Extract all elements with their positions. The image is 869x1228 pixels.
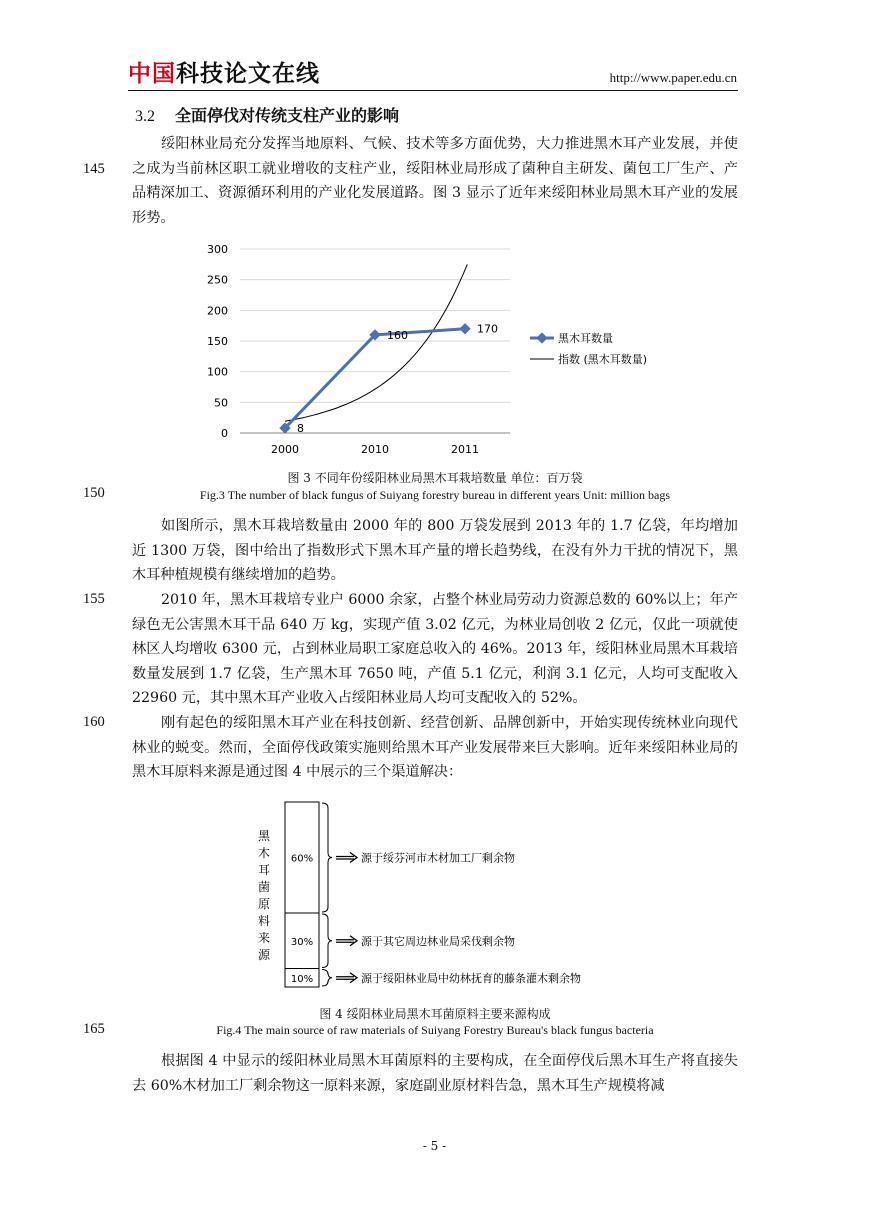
- paragraph-2: 如图所示，黑木耳栽培数量由 2000 年的 800 万袋发展到 2013 年的 1.7 亿袋，年均增加近 1300 万袋，图中给出了指数形式下黑木耳产量的增长趋势线，在没有外力干扰的情况下，黑木耳种植规模有继续增加的趋势。: [132, 518, 738, 584]
- data-label: 160: [387, 328, 408, 342]
- logo-red-text: 中国: [128, 61, 176, 87]
- fig4-caption-cn: 图 4 绥阳林业局黑木耳菌原料主要来源构成: [319, 1007, 551, 1021]
- y-tick-label: 150: [207, 335, 228, 348]
- fig4-vertical-label: 黑木耳菌原料来源: [257, 829, 271, 962]
- source-label: 源于绥阳林业局中幼林抚育的藤条灌木剩余物: [361, 971, 581, 985]
- y-tick-label: 200: [207, 304, 228, 318]
- legend-trend-label: 指数 (黑木耳数量): [558, 353, 648, 366]
- section-title: 全面停伐对传统支柱产业的影响: [175, 106, 400, 125]
- series-markers: [279, 323, 470, 434]
- header-divider: [128, 90, 738, 91]
- paragraph-5: 根据图 4 中显示的绥阳林业局黑木耳菌原料的主要构成，在全面停伐后黑木耳生产将直接失去 60%木材加工厂剩余物这一原料来源，家庭副业原材料告急，黑木耳生产规模将减: [132, 1053, 738, 1094]
- segment-percent: 10%: [290, 973, 314, 985]
- chart-legend: [530, 331, 647, 366]
- paragraph-1: 绥阳林业局充分发挥当地原料、气候、技术等多方面优势，大力推进黑木耳产业发展，并使之成为当前林区职工就业增收的支柱产业，绥阳林业局形成了菌种自主研发、菌包工厂生产、产品精深加工、资源循环利用的产业化发展道路。图 3 显示了近年来绥阳林业局黑木耳产业的发展形势。: [132, 136, 738, 226]
- y-tick-label: 50: [214, 396, 228, 410]
- y-tick-label: 250: [207, 273, 228, 287]
- data-label: 170: [477, 322, 498, 336]
- section-heading: [135, 103, 399, 126]
- data-point: [459, 323, 470, 334]
- segment-percent: 60%: [290, 853, 314, 865]
- fig3-caption-cn: 图 3 不同年份绥阳林业局黑木耳栽培数量 单位：百万袋: [287, 471, 583, 485]
- series-line-heimuer: [285, 329, 465, 428]
- line-number-155: 155: [83, 591, 105, 607]
- line-number-160: 160: [83, 714, 105, 730]
- x-tick-label: 2010: [361, 443, 389, 456]
- legend-series-label: 黑木耳数量: [558, 332, 613, 345]
- chart-gridlines: [240, 249, 510, 436]
- paragraph-4: 刚有起色的绥阳黑木耳产业在科技创新、经营创新、品牌创新中，开始实现传统林业向现代林业的蜕变。然而，全面停伐政策实施则给黑木耳产业发展带来巨大影响。近年来绥阳林业局的黑木耳原料来源是通过图 4 中展示的三个渠道解决：: [132, 715, 738, 781]
- chart-y-ticks: [207, 243, 228, 440]
- source-label: 源于绥芬河市木材加工厂剩余物: [361, 851, 515, 865]
- page-number: - 5 -: [422, 1139, 447, 1153]
- fig4-braces: [322, 803, 332, 986]
- source-label: 源于其它周边林业局采伐剩余物: [361, 934, 515, 948]
- segment-percent: 30%: [290, 936, 314, 948]
- brace: [322, 803, 332, 912]
- fig4-source-labels: [361, 851, 581, 985]
- paragraph-3: 2010 年，黑木耳栽培专业户 6000 余家，占整个林业局劳动力资源总数的 60%以上；年产绿色无公害黑木耳干品 640 万 kg，实现产值 3.02 亿元，为林业局创收 2 亿元，仅此一项就使林区人均增收 6300 元，占到林业局职工家庭总收入的 46%。2013 年，绥阳林业局黑木耳栽培数量发展到 1.7 亿袋，生产黑木耳 7650 吨，产值 5.1 亿元，利润 3.1 亿元，人均可支配收入 22960 元，其中黑木耳产业收入占绥阳林业局人均可支配收入的 52%。: [132, 592, 738, 707]
- fig4-caption-en: Fig.4 The main source of raw materials of Suiyang Forestry Bureau's black fungus bacteria: [216, 1023, 654, 1037]
- section-number: 3.2: [135, 108, 155, 125]
- fig4-arrows: [336, 853, 357, 983]
- arrow-head: [350, 853, 357, 863]
- line-number-165: 165: [83, 1021, 105, 1037]
- header-url[interactable]: http://www.paper.edu.cn: [609, 70, 737, 85]
- data-labels: [297, 323, 498, 435]
- arrow-head: [350, 936, 357, 946]
- fig3-chart: [200, 240, 680, 462]
- arrow-head: [350, 973, 357, 983]
- line-number-145: 145: [83, 161, 105, 177]
- y-tick-label: 0: [221, 427, 228, 440]
- logo-black-text: 科技论文在线: [176, 61, 320, 87]
- brace: [322, 970, 332, 987]
- fig4-diagram: [240, 790, 660, 1000]
- brace: [322, 914, 332, 968]
- chart-x-ticks: [271, 443, 479, 456]
- fig3-caption-en: Fig.3 The number of black fungus of Suiyang forestry bureau in different years Unit: million bags: [199, 488, 671, 502]
- legend-series-marker: [536, 332, 547, 343]
- line-number-150: 150: [83, 485, 105, 501]
- y-tick-label: 300: [207, 243, 228, 256]
- x-tick-label: 2000: [271, 443, 299, 456]
- journal-logo: [128, 60, 320, 88]
- y-tick-label: 100: [207, 365, 228, 379]
- data-label: 8: [297, 422, 304, 436]
- fig4-stacked-bar: [285, 802, 319, 987]
- x-tick-label: 2011: [451, 443, 479, 456]
